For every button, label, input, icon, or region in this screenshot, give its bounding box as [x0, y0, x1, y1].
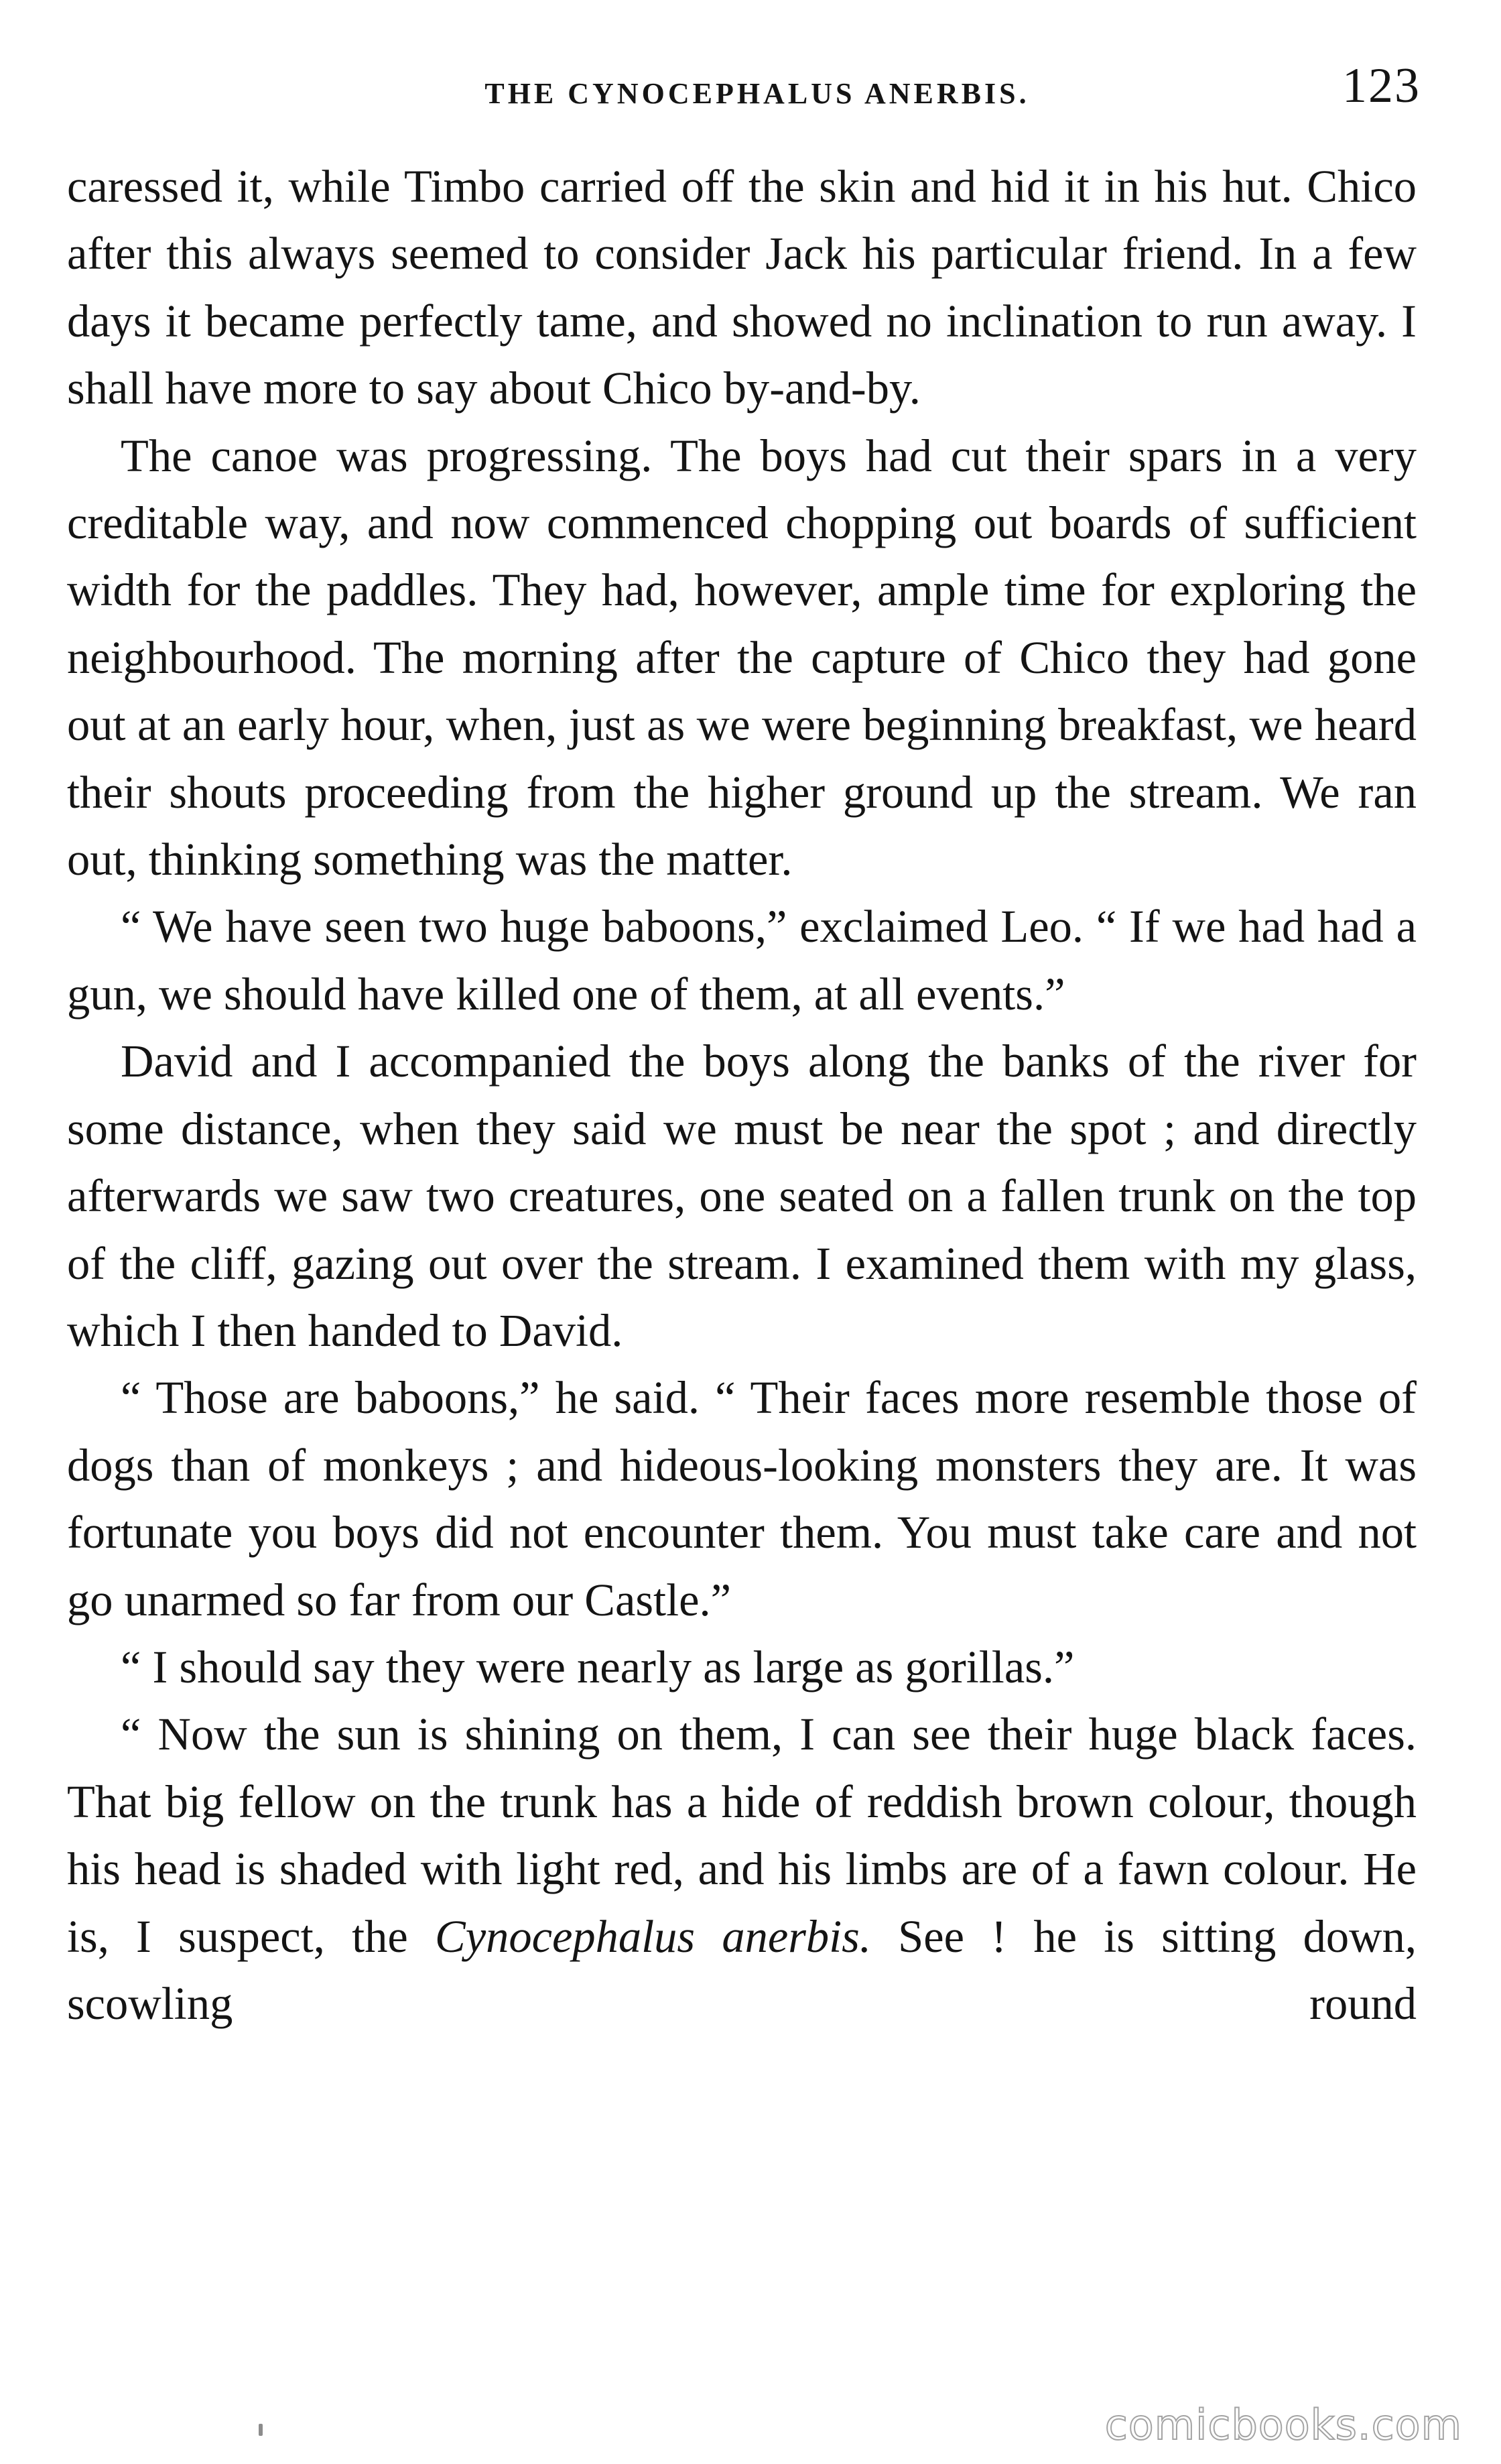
text-run: “ Those are baboons,” he said. “ Their faces more resemble those of dogs than of monkeys ; and hideous-looking monsters they are. It was fortunate you boys did not encounter them. You must take care and not go unarmed so far from our Castle.” — [67, 1372, 1417, 1625]
text-run: See ! he is sitting down, scowling round — [67, 1910, 1417, 2029]
italic-run: Cynocephalus anerbis. — [435, 1910, 871, 1962]
paragraph — [67, 1364, 1417, 1634]
paragraph — [67, 1634, 1417, 1701]
paragraph — [67, 153, 1417, 422]
text-run: The canoe was progressing. The boys had cut their spars in a very creditable way, and now commenced chopping out boards of sufficient width for the paddles. They had, however, ample time for exploring the neighbourhood. The morning after the capture of Chico they had gone out at an early hour, when, just as we were beginning breakfast, we heard their shouts proceeding from the higher ground up the stream. We ran out, thinking something was the matter. — [67, 430, 1417, 885]
paragraph — [67, 422, 1417, 894]
paragraph — [67, 1028, 1417, 1364]
body-text — [67, 153, 1417, 2037]
paragraph — [67, 1701, 1417, 2037]
text-run: “ We have seen two huge baboons,” exclaimed Leo. “ If we had had a gun, we should have killed one of them, at all events.” — [67, 901, 1417, 1020]
running-title: THE CYNOCEPHALUS ANERBIS. — [484, 77, 1030, 110]
text-run: David and I accompanied the boys along the banks of the river for some distance, when they said we must be near the spot ; and directly afterwards we saw two creatures, one seated on a fallen trunk on the top of the cliff, gazing out over the stream. I examined them with my glass, which I then handed to David. — [67, 1036, 1417, 1356]
paragraph — [67, 893, 1417, 1028]
page-number: 123 — [1342, 58, 1421, 113]
text-run: “ I should say they were nearly as large as gorillas.” — [121, 1641, 1075, 1692]
running-head — [67, 52, 1421, 126]
watermark: comicbooks.com — [1104, 2400, 1462, 2449]
ink-speck — [259, 2424, 263, 2436]
text-run: caressed it, while Timbo carried off the skin and hid it in his hut. Chico after this always seemed to consider Jack his particular friend. In a few days it became perfectly tame, and showed no inclination to run away. I shall have more to say about Chico by-and-by. — [67, 161, 1417, 414]
text-run: “ Now the sun is shining on them, I can see their huge black faces. That big fellow on the trunk has a hide of reddish brown colour, though his head is shaded with light red, and his limbs are of a fawn colour. He is, I suspect, the — [67, 1709, 1417, 1962]
